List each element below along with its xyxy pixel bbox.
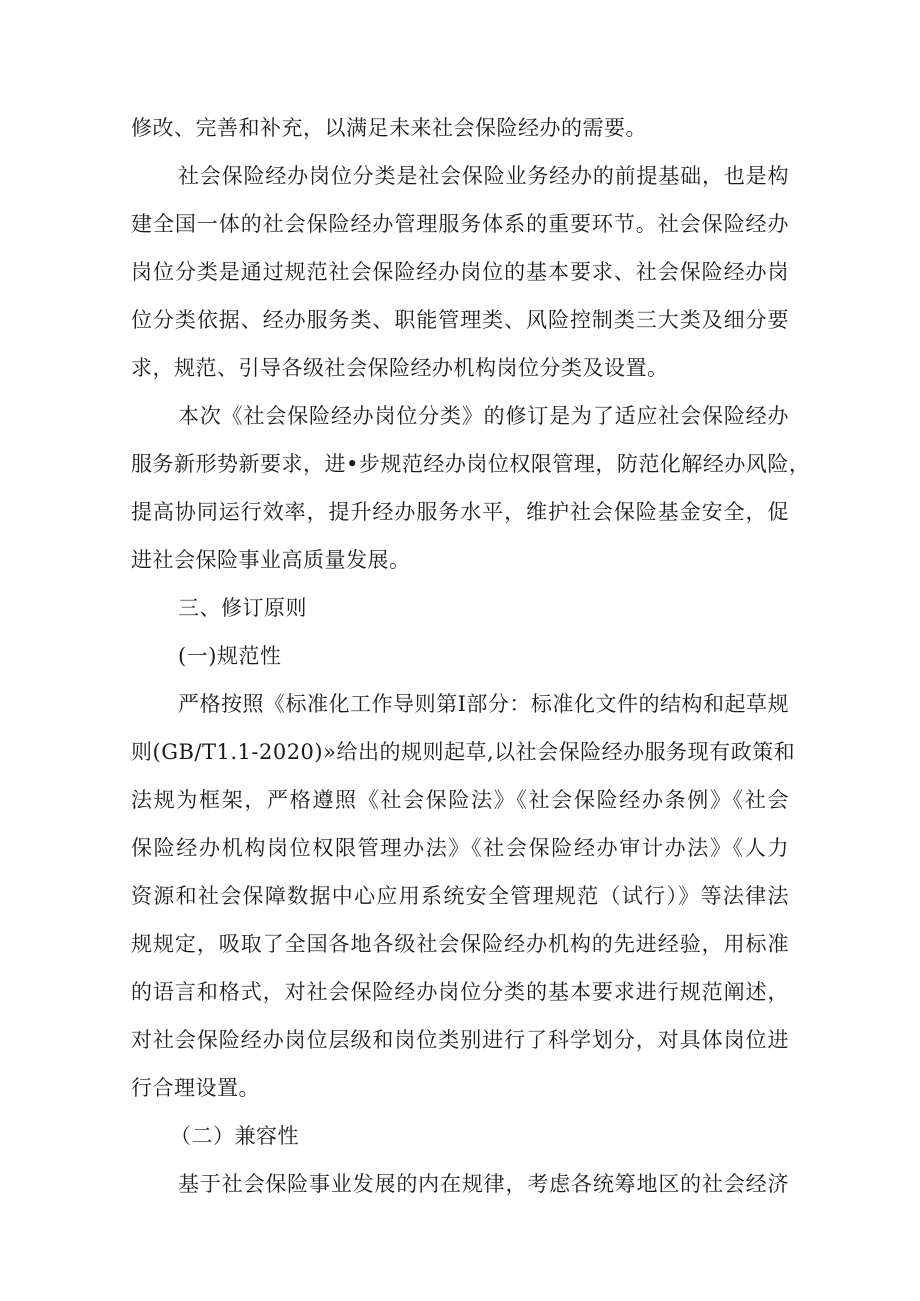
text-line: 法规为框架，严格遵照《社会保险法》《社会保险经办条例》《社会	[131, 788, 789, 812]
text-line: 行合理设置。	[131, 1076, 260, 1100]
paragraph-first-line: 严格按照《标准化工作导则第I部分：标准化文件的结构和起草规	[178, 692, 789, 716]
paragraph-first-line: 社会保险经办岗位分类是社会保险业务经办的前提基础，也是构	[178, 164, 789, 188]
text-line: 岗位分类是通过规范社会保险经办岗位的基本要求、社会保险经办岗	[131, 260, 789, 284]
subsection-heading: （二）兼容性	[170, 1124, 299, 1148]
text-line: 建全国一体的社会保险经办管理服务体系的重要环节。社会保险经办	[131, 212, 789, 236]
text-line: 位分类依据、经办服务类、职能管理类、风险控制类三大类及细分要	[131, 308, 789, 332]
text-line: 保险经办机构岗位权限管理办法》《社会保险经办审计办法》《人力	[131, 836, 789, 860]
text-line: 则(GB/T1.1-2020)»给出的规则起草,以社会保险经办服务现有政策和	[131, 740, 796, 764]
text-line: 对社会保险经办岗位层级和岗位类别进行了科学划分，对具体岗位进	[131, 1028, 789, 1052]
text-line: 资源和社会保障数据中心应用系统安全管理规范（试行）》等法律法	[131, 884, 789, 908]
text-line: 进社会保险事业高质量发展。	[131, 548, 411, 572]
section-heading: 三、修订原则	[178, 596, 307, 620]
text-line: 的语言和格式，对社会保险经办岗位分类的基本要求进行规范阐述，	[131, 980, 789, 1004]
paragraph-first-line: 本次《社会保险经办岗位分类》的修订是为了适应社会保险经办	[178, 404, 789, 428]
subsection-heading: (一)规范性	[178, 644, 282, 668]
paragraph-first-line: 基于社会保险事业发展的内在规律，考虑各统筹地区的社会经济	[178, 1172, 789, 1196]
text-line: 求，规范、引导各级社会保险经办机构岗位分类及设置。	[131, 356, 669, 380]
text-line: 修改、完善和补充，以满足未来社会保险经办的需要。	[131, 116, 647, 140]
text-line: 提高协同运行效率，提升经办服务水平，维护社会保险基金安全，促	[131, 500, 789, 524]
text-line: 规规定，吸取了全国各地各级社会保险经办机构的先进经验，用标准	[131, 932, 789, 956]
text-line: 服务新形势新要求，进•步规范经办岗位权限管理，防范化解经办风险，	[131, 452, 811, 476]
